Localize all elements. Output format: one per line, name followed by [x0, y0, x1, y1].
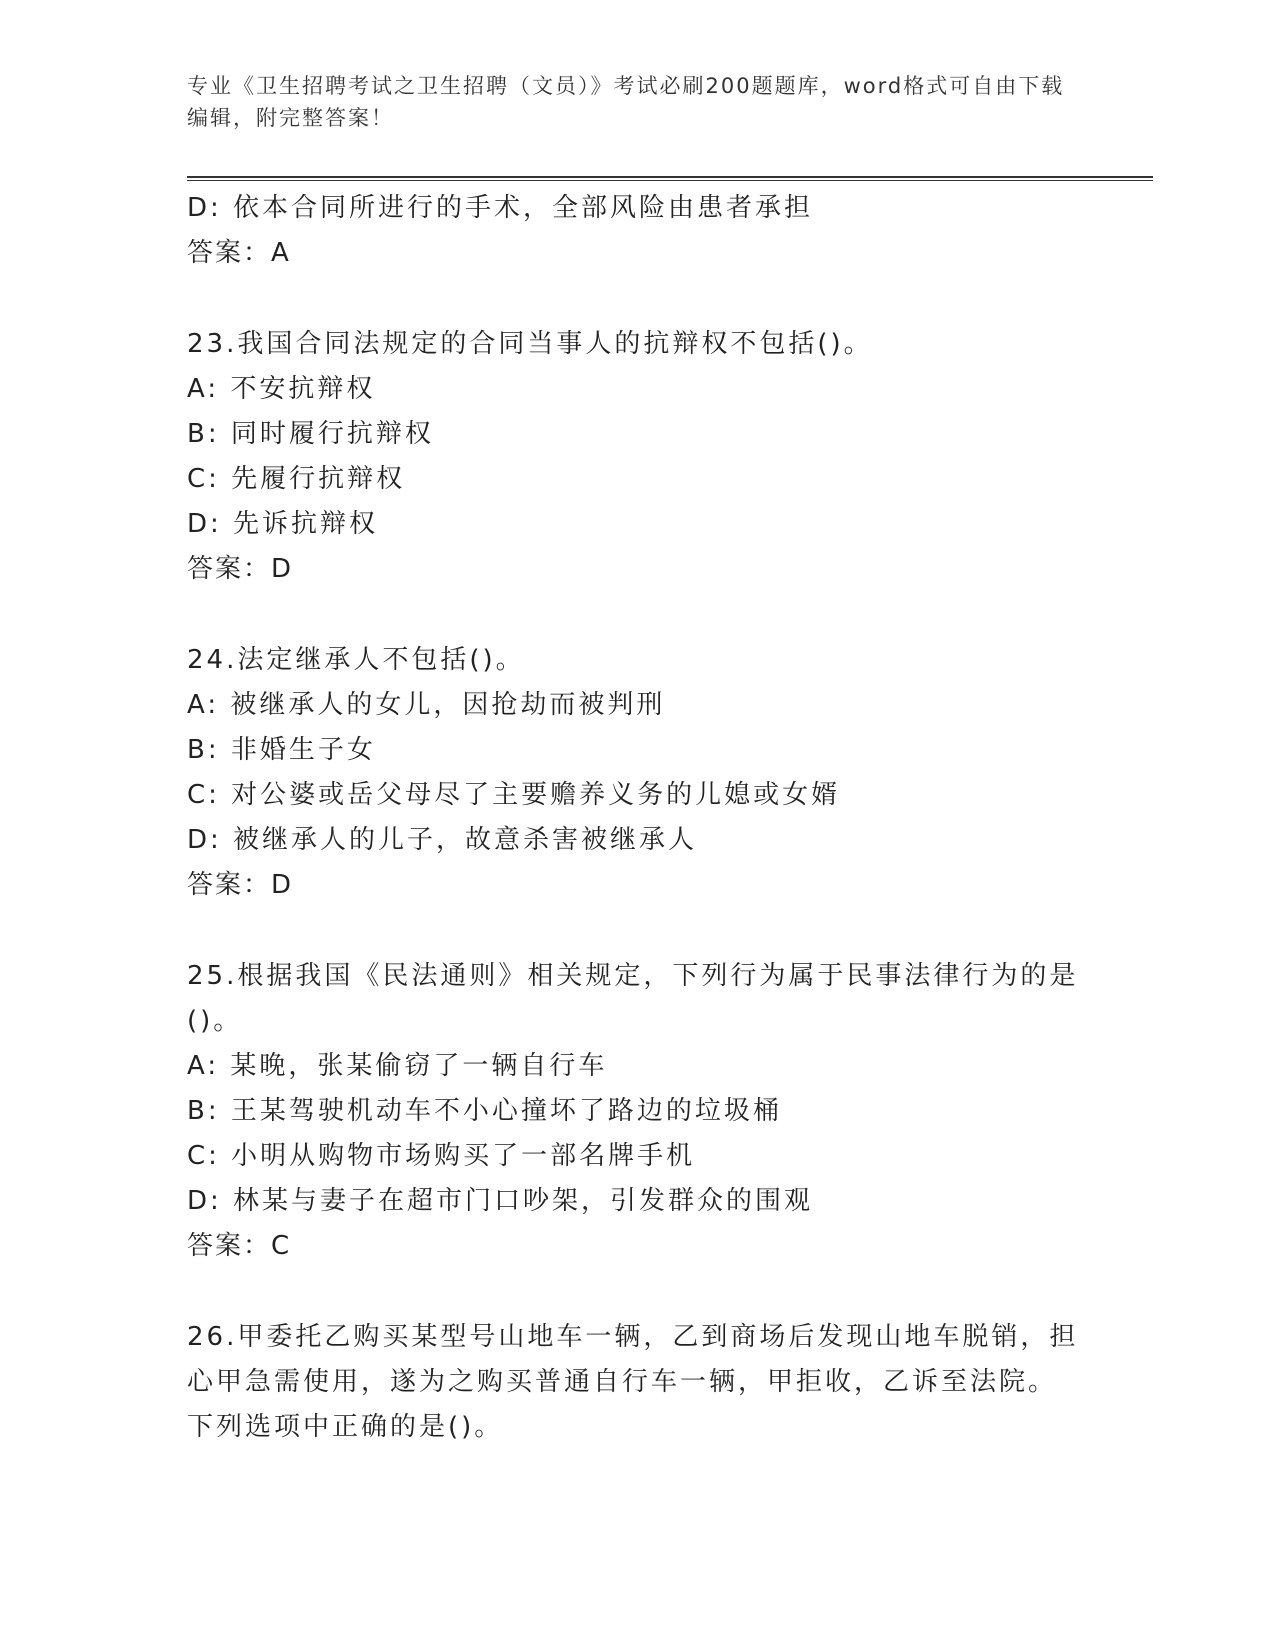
- option-a: A: 某晚，张某偷窃了一辆自行车: [187, 1051, 608, 1081]
- option-d: D: 被继承人的儿子，故意杀害被继承人: [187, 825, 698, 855]
- option-d: D: 先诉抗辩权: [187, 509, 379, 539]
- option-a: A: 被继承人的女儿，因抢劫而被判刑: [187, 690, 666, 720]
- document-body: [187, 186, 1087, 1450]
- prev-question-option-d: D: 依本合同所进行的手术，全部风险由患者承担: [187, 193, 814, 223]
- question-stem-line-2: ()。: [187, 1006, 243, 1036]
- spacer: [187, 592, 1087, 638]
- question-answer: 答案：C: [187, 1231, 292, 1261]
- question-stem: 23.我国合同法规定的合同当事人的抗辩权不包括()。: [187, 329, 873, 359]
- question-stem-line-3: 下列选项中正确的是()。: [187, 1412, 504, 1442]
- header-divider: [187, 176, 1153, 181]
- prev-question-answer: 答案：A: [187, 238, 291, 268]
- question-stem-line-1: 26.甲委托乙购买某型号山地车一辆，乙到商场后发现山地车脱销，担: [187, 1322, 1079, 1352]
- option-c: C: 对公婆或岳父母尽了主要赡养义务的儿媳或女婿: [187, 780, 841, 810]
- question-answer: 答案：D: [187, 554, 294, 584]
- question-26: [187, 1315, 1087, 1450]
- question-answer: 答案：D: [187, 870, 294, 900]
- spacer: [187, 276, 1087, 322]
- document-header: 专业《卫生招聘考试之卫生招聘（文员）》考试必刷200题题库，word格式可自由下载编辑，附完整答案！: [187, 74, 1065, 130]
- option-c: C: 小明从购物市场购买了一部名牌手机: [187, 1141, 696, 1171]
- question-stem-line-2: 心甲急需使用，遂为之购买普通自行车一辆，甲拒收，乙诉至法院。: [187, 1367, 1058, 1397]
- question-23: [187, 322, 1087, 592]
- option-c: C: 先履行抗辩权: [187, 464, 406, 494]
- option-a: A: 不安抗辩权: [187, 374, 376, 404]
- question-25: [187, 954, 1087, 1269]
- option-b: B: 王某驾驶机动车不小心撞坏了路边的垃圾桶: [187, 1096, 782, 1126]
- question-24: [187, 638, 1087, 908]
- option-b: B: 非婚生子女: [187, 735, 376, 765]
- option-b: B: 同时履行抗辩权: [187, 419, 434, 449]
- question-stem: 24.法定继承人不包括()。: [187, 645, 525, 675]
- spacer: [187, 1269, 1087, 1315]
- option-d: D: 林某与妻子在超市门口吵架，引发群众的围观: [187, 1186, 814, 1216]
- spacer: [187, 908, 1087, 954]
- question-stem-line-1: 25.根据我国《民法通则》相关规定，下列行为属于民事法律行为的是: [187, 961, 1079, 991]
